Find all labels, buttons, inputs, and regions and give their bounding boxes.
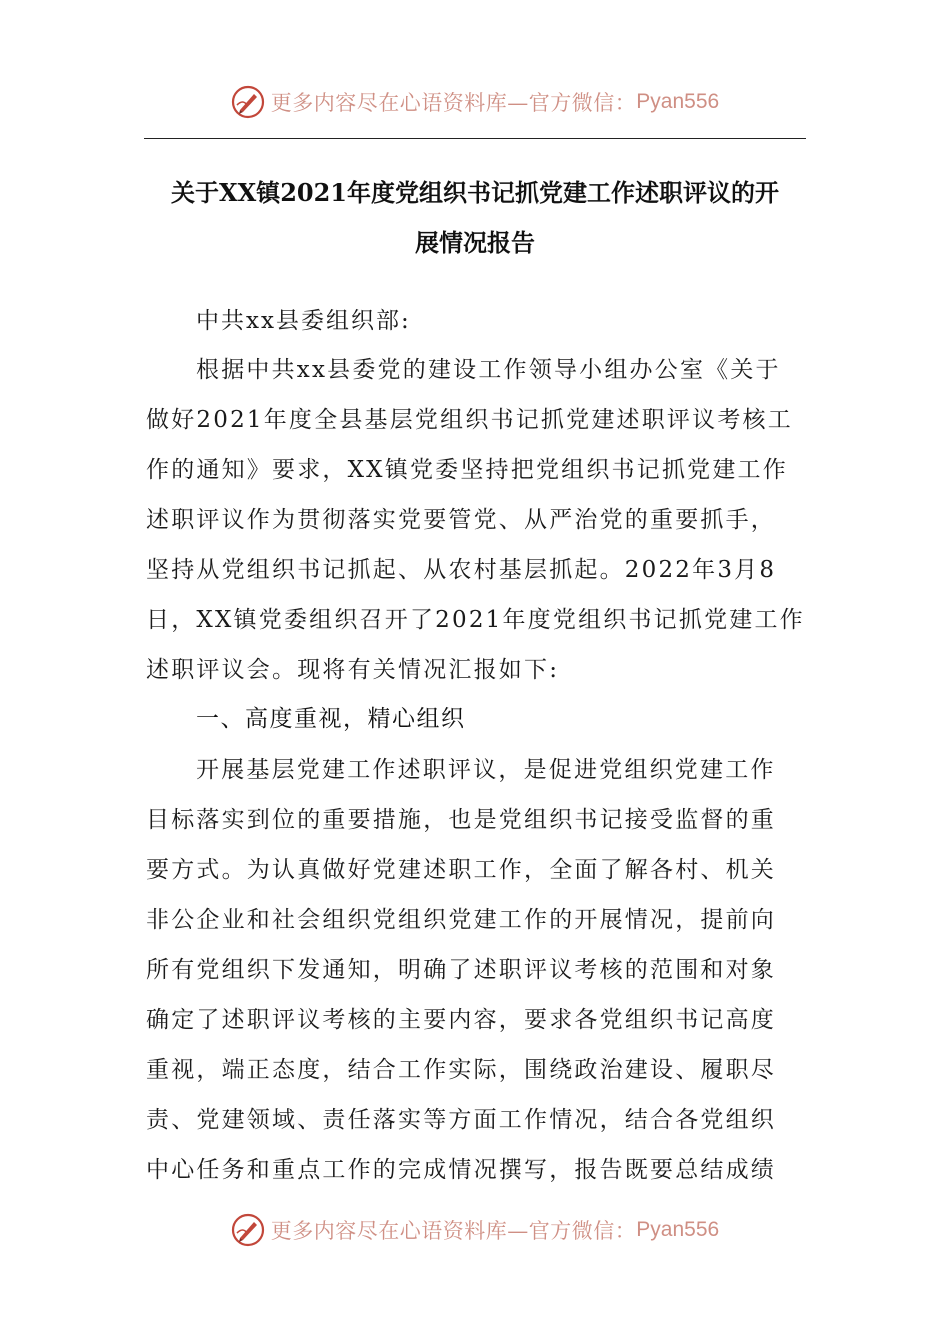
paragraph-line: 坚持从党组织书记抓起、从农村基层抓起。2022年3月8 — [146, 557, 777, 583]
watermark-brand: Pyan556 — [636, 1218, 720, 1241]
watermark-brand: Pyan556 — [636, 90, 720, 113]
paragraph-line: 要方式。为认真做好党建述职工作，全面了解各村、机关 — [146, 857, 776, 883]
paragraph-line: 确定了述职评议考核的主要内容，要求各党组织书记高度 — [146, 1007, 776, 1033]
paragraph-line: 重视，端正态度，结合工作实际，围绕政治建设、履职尽 — [146, 1057, 776, 1083]
paragraph-line: 所有党组织下发通知，明确了述职评议考核的范围和对象 — [146, 957, 776, 983]
watermark-text: 更多内容尽在心语资料库—官方微信： — [270, 91, 637, 115]
paragraph-line: 根据中共xx县委党的建设工作领导小组办公室《关于 — [196, 357, 781, 383]
pen-logo-icon — [231, 1213, 265, 1247]
paragraph-line: 述职评议作为贯彻落实党要管党、从严治党的重要抓手， — [146, 507, 776, 533]
paragraph-line: 责、党建领域、责任落实等方面工作情况，结合各党组织 — [146, 1107, 776, 1133]
paragraph-line: 作的通知》要求，XX镇党委坚持把党组织书记抓党建工作 — [146, 457, 788, 483]
paragraph-section-1 — [146, 745, 808, 1195]
header-divider — [144, 138, 806, 139]
salutation: 中共xx县委组织部: — [196, 308, 411, 334]
watermark-banner-bottom — [0, 1206, 950, 1254]
paragraph-line: 述职评议会。现将有关情况汇报如下: — [146, 657, 560, 683]
watermark-banner-top — [0, 78, 950, 126]
paragraph-line: 中心任务和重点工作的完成情况撰写，报告既要总结成绩 — [146, 1157, 776, 1183]
paragraph-line: 开展基层党建工作述职评议，是促进党组织党建工作 — [196, 757, 776, 783]
section-heading: 一、高度重视，精心组织 — [196, 706, 466, 732]
paragraph-intro — [146, 345, 808, 695]
watermark-text: 更多内容尽在心语资料库—官方微信： — [270, 1219, 637, 1243]
paragraph-line: 日，XX镇党委组织召开了2021年度党组织书记抓党建工作 — [146, 607, 805, 633]
paragraph-line: 非公企业和社会组织党组织党建工作的开展情况，提前向 — [146, 907, 776, 933]
paragraph-line: 目标落实到位的重要措施，也是党组织书记接受监督的重 — [146, 807, 776, 833]
title-line: 关于XX镇2021年度党组织书记抓党建工作述职评议的开 — [170, 178, 780, 207]
pen-logo-icon — [231, 85, 265, 119]
document-title — [144, 168, 806, 268]
paragraph-line: 做好2021年度全县基层党组织书记抓党建述职评议考核工 — [146, 407, 793, 433]
title-line: 展情况报告 — [415, 228, 535, 257]
